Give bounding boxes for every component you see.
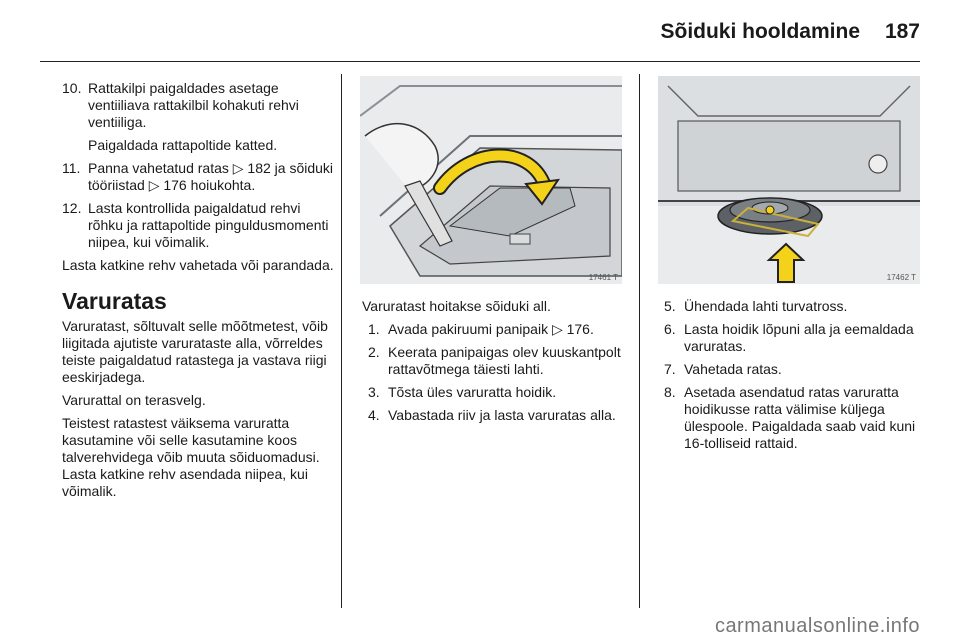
list-item xyxy=(368,321,624,338)
paragraph: Varurattal on terasvelg. xyxy=(62,392,206,408)
list-item xyxy=(368,384,624,401)
list-item xyxy=(368,344,624,378)
paragraph: Varuratast hoitakse sõiduki all. xyxy=(362,298,551,314)
spare-wheel-illustration xyxy=(658,76,920,284)
list-item xyxy=(664,321,926,355)
list-text: Panna vahetatud ratas ▷ 182 ja sõiduki tööriistad ▷ 176 hoiukohta. xyxy=(88,160,334,193)
list-item xyxy=(62,200,334,251)
column-divider xyxy=(639,74,640,608)
figure-id: 17462 T xyxy=(886,273,916,282)
list-text: Vahetada ratas. xyxy=(684,361,782,377)
list-item xyxy=(664,384,926,452)
page-header xyxy=(0,0,960,62)
spare-wheel-drawing xyxy=(658,76,920,284)
list-text: Tõsta üles varuratta hoidik. xyxy=(388,384,557,400)
section-heading: Varuratas xyxy=(62,288,167,314)
figure-id: 17461 T xyxy=(588,273,618,282)
column-divider xyxy=(341,74,342,608)
trunk-storage-illustration xyxy=(360,76,622,284)
list-text: Ühendada lahti turvatross. xyxy=(684,298,848,314)
list-item xyxy=(664,298,926,315)
list-item xyxy=(368,407,624,424)
list-number: 10. xyxy=(62,80,82,96)
list-sub-text: Paigaldada rattapoltide katted. xyxy=(88,137,278,153)
list-number: 7. xyxy=(664,361,676,377)
paragraph: Varuratast, sõltuvalt selle mõõtmetest, võib liigitada ajutiste varurataste alla, võrreldes teiste paigaldatud ratastega ja vastava riigi eeskirjadega. xyxy=(62,318,328,385)
list-number: 6. xyxy=(664,321,676,337)
column-right xyxy=(664,298,926,458)
list-text: Lasta hoidik lõpuni alla ja eemaldada varuratas. xyxy=(684,321,914,354)
trunk-storage-drawing xyxy=(360,76,622,284)
list-number: 4. xyxy=(368,407,380,423)
list-text: Vabastada riiv ja lasta varuratas alla. xyxy=(388,407,616,423)
list-item xyxy=(62,80,334,131)
list-text: Rattakilpi paigaldades asetage ventiiliava rattakilbil kohakuti rehvi ventiiliga. xyxy=(88,80,299,130)
watermark: carmanualsonline.info xyxy=(714,615,920,637)
list-item xyxy=(62,160,334,194)
list-number: 2. xyxy=(368,344,380,360)
header-rule xyxy=(40,61,920,62)
list-number: 3. xyxy=(368,384,380,400)
list-item xyxy=(664,361,926,378)
list-number: 11. xyxy=(62,160,81,176)
list-text: Keerata panipaigas olev kuuskantpolt rattavõtmega täiesti lahti. xyxy=(388,344,621,377)
list-number: 5. xyxy=(664,298,676,314)
list-text: Lasta kontrollida paigaldatud rehvi rõhku ja rattapoltide pinguldusmomenti niipea, kui võimalik. xyxy=(88,200,329,250)
paragraph: Teistest ratastest väiksema varuratta kasutamine või selle kasutamine koos talverehvidega võib muuta sõiduomadusi. Lasta katkine rehv asendada niipea, kui võimalik. xyxy=(62,415,320,499)
paragraph: Lasta katkine rehv vahetada või parandada. xyxy=(62,257,334,273)
list-number: 8. xyxy=(664,384,676,400)
page-title: Sõiduki hooldamine xyxy=(660,20,860,43)
list-number: 12. xyxy=(62,200,82,216)
list-text: Avada pakiruumi panipaik ▷ 176. xyxy=(388,321,594,337)
column-middle xyxy=(362,298,624,430)
column-left xyxy=(62,80,334,506)
page-number: 187 xyxy=(884,20,920,43)
list-text: Asetada asendatud ratas varuratta hoidikusse ratta välimise küljega ülespoole. Paigaldada saab vaid kuni 16-tolliseid rattaid. xyxy=(684,384,916,451)
list-number: 1. xyxy=(368,321,380,337)
